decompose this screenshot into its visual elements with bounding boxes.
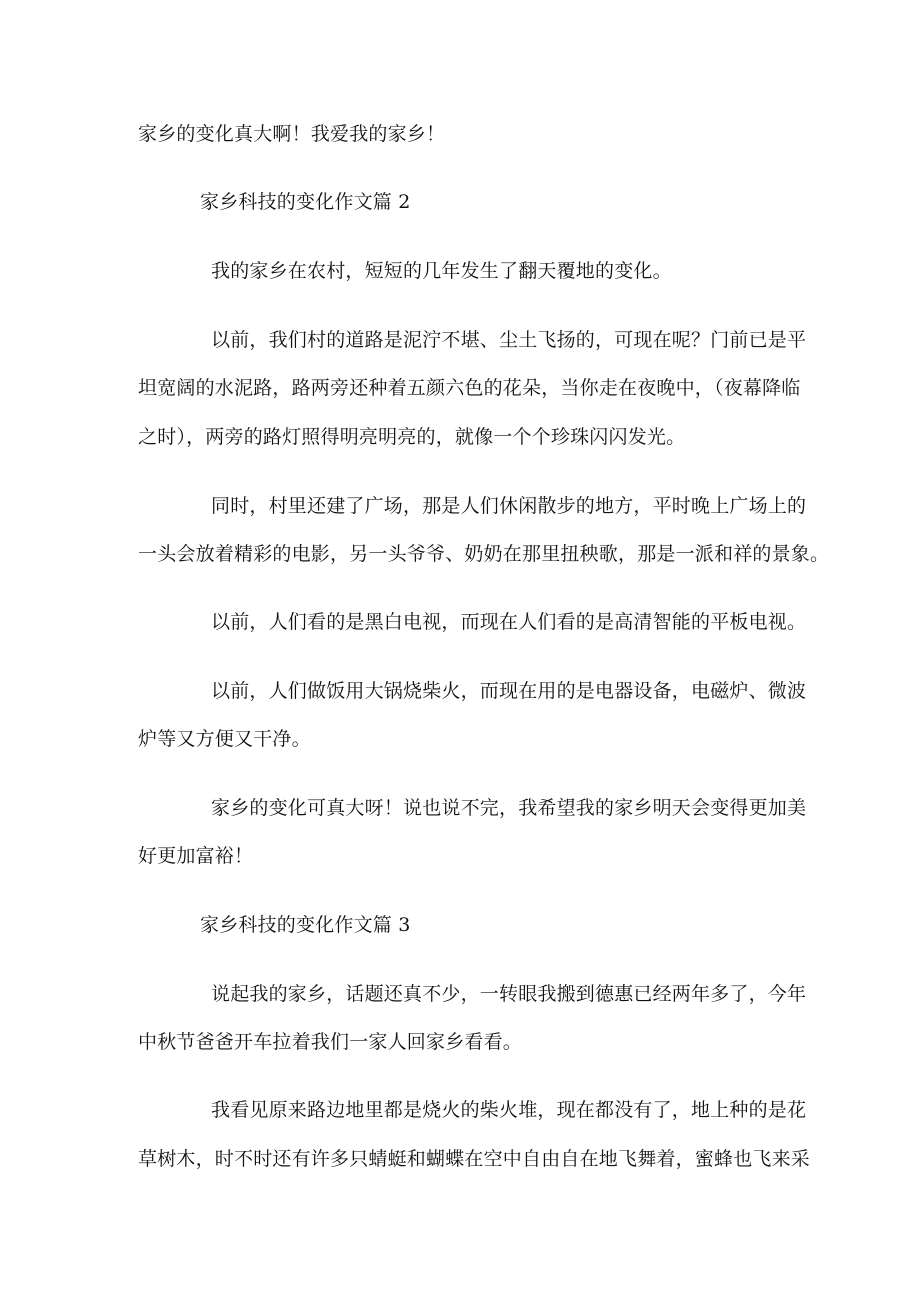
essay2-p3-line1: 同时，村里还建了广场，那是人们休闲散步的地方，平时晚上广场上的 bbox=[211, 495, 807, 517]
essay2-p2-line1: 以前，我们村的道路是泥泞不堪、尘土飞扬的，可现在呢？门前已是平 bbox=[211, 329, 807, 351]
essay3-p1-line1: 说起我的家乡，话题还真不少，一转眼我搬到德惠已经两年多了，今年 bbox=[211, 983, 807, 1005]
essay3-p1-line2: 中秋节爸爸开车拉着我们一家人回家乡看看。 bbox=[138, 1031, 523, 1053]
essay2-p4-line1: 以前，人们看的是黑白电视，而现在人们看的是高清智能的平板电视。 bbox=[211, 611, 807, 633]
essay3-p2-line2: 草树木，时不时还有许多只蜻蜓和蝴蝶在空中自由自在地飞舞着，蜜蜂也飞来采 bbox=[138, 1148, 811, 1170]
essay2-p2-line2: 坦宽阔的水泥路，路两旁还种着五颜六色的花朵，当你走在夜晚中，（夜幕降临 bbox=[138, 377, 801, 399]
essay2-p1-line1: 我的家乡在农村，短短的几年发生了翻天覆地的变化。 bbox=[211, 260, 672, 282]
essay3-heading: 家乡科技的变化作文篇 3 bbox=[200, 914, 411, 936]
essay2-p6-line1: 家乡的变化可真大呀！说也说不完，我希望我的家乡明天会变得更加美 bbox=[211, 797, 807, 819]
essay2-p3-line2: 一头会放着精彩的电影，另一头爷爷、奶奶在那里扭秧歌，那是一派和祥的景象。 bbox=[138, 543, 830, 565]
essay2-p5-line1: 以前，人们做饭用大锅烧柴火，而现在用的是电器设备，电磁炉、微波 bbox=[211, 680, 807, 702]
essay3-p2-line1: 我看见原来路边地里都是烧火的柴火堆，现在都没有了，地上种的是花 bbox=[211, 1099, 807, 1121]
essay2-p6-line2: 好更加富裕！ bbox=[138, 845, 254, 867]
essay2-p5-line2: 炉等又方便又干净。 bbox=[138, 728, 311, 750]
essay2-heading: 家乡科技的变化作文篇 2 bbox=[200, 191, 411, 213]
essay2-p2-line3: 之时），两旁的路灯照得明亮明亮的，就像一个个珍珠闪闪发光。 bbox=[138, 426, 686, 448]
closing-line: 家乡的变化真大啊！我爱我的家乡！ bbox=[138, 123, 446, 145]
